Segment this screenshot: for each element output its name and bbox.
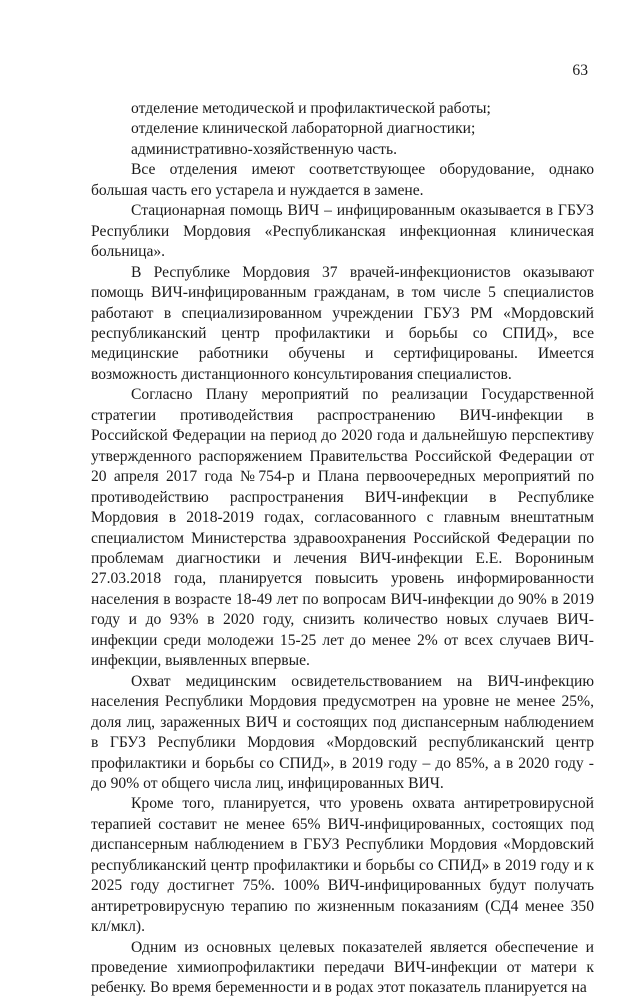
list-item-lab-diagnostics-department: отделение клинической лабораторной диагностики;: [131, 120, 476, 138]
page-number: 63: [572, 62, 588, 79]
paragraph-equipment: Все отделения имеют соответствующее оборудование, однако большая часть его устарела и нуждается в замене.: [91, 161, 594, 199]
paragraph-chemoprophylaxis: Одним из основных целевых показателей является обеспечение и проведение химиопрофилактики передачи ВИЧ-инфекции от матери к ребенку. Во время беременности и в родах этот показатель планируется на: [91, 938, 594, 997]
paragraph-screening-coverage: Охват медицинским освидетельствованием на ВИЧ-инфекцию населения Республики Мордовия предусмотрен на уровне не менее 25%, доля лиц, зараженных ВИЧ и состоящих под диспансерным наблюдением в ГБУЗ Республики Мордовия «Мордовский республиканский центр профилактики и борьбы со СПИД», в 2019 году – до 85%, а в 2020 году - до 90% от общего числа лиц, инфицированных ВИЧ.: [91, 672, 594, 792]
paragraph-inpatient-care: Стационарная помощь ВИЧ – инфицированным оказывается в ГБУЗ Республики Мордовия «Республиканская инфекционная клиническая больница».: [91, 202, 594, 261]
list-item-administrative-department: административно-хозяйственную часть.: [131, 140, 398, 158]
list-item-methodical-department: отделение методической и профилактической работы;: [131, 100, 491, 117]
paragraph-state-strategy-plan: Согласно Плану мероприятий по реализации Государственной стратегии противодействия распространению ВИЧ-инфекции в Российской Федерации на период до 2020 года и дальнейшую перспективу утвержденного распоряжением Правительства Российской Федерации от 20 апреля 2017 года №754-р и Плана первоочередных мероприятий по противодействию распространения ВИЧ-инфекции в Республике Мордовия в 2018-2019 годах, согласованного с главным внештатным специалистом Министерства здравоохранения Российской Федерации по проблемам диагностики и лечения ВИЧ-инфекции Е.Е. Ворониным 27.03.2018 года, планируется повысить уровень информированности населения в возрасте 18-49 лет по вопросам ВИЧ-инфекции до 90% в 2019 году и до 93% в 2020 году, снизить количество новых случаев ВИЧ-инфекции среди молодежи 15-25 лет до менее 2% от всех случаев ВИЧ-инфекции, выявленных впервые.: [91, 386, 594, 670]
document-body: [91, 99, 594, 999]
paragraph-antiretroviral-therapy: Кроме того, планируется, что уровень охвата антиретровирусной терапией составит не менее 65% ВИЧ-инфицированных, состоящих под диспансерным наблюдением в ГБУЗ Республики Мордовия «Мордовский республиканский центр профилактики и борьбы со СПИД» в 2019 году и к 2025 году достигнет 75%. 100% ВИЧ-инфицированных будут получать антиретровирусную терапию по жизненным показаниям (СД4 менее 350 кл/мкл).: [91, 795, 594, 936]
paragraph-infectious-doctors: В Республике Мордовия 37 врачей-инфекционистов оказывают помощь ВИЧ-инфицированным гражданам, в том числе 5 специалистов работают в специализированном учреждении ГБУЗ РМ «Мордовский республиканский центр профилактики и борьбы со СПИД», все медицинские работники обучены и сертифицированы. Имеется возможность дистанционного консультирования специалистов.: [91, 263, 594, 383]
